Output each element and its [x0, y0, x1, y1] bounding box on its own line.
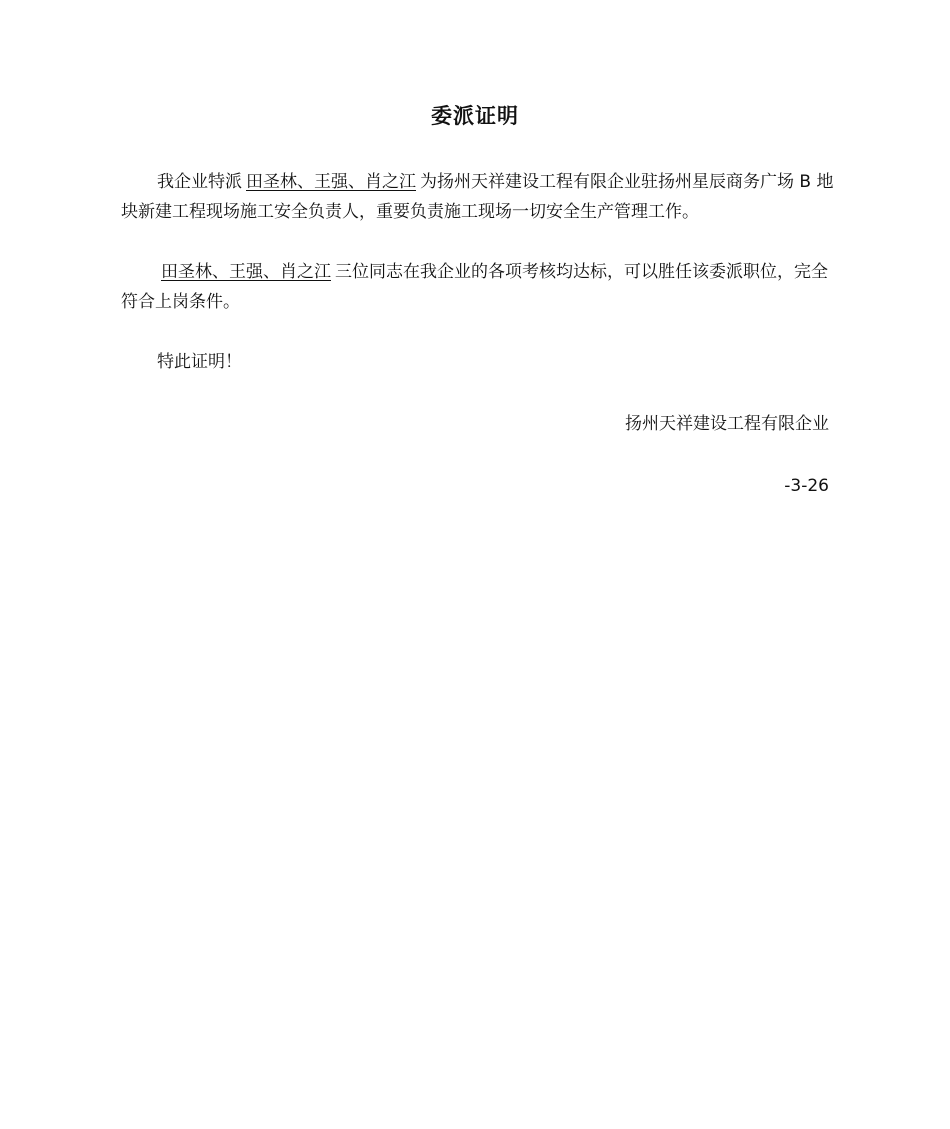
document-title: 委派证明 — [431, 104, 519, 128]
closing-statement: 特此证明！ — [157, 352, 242, 372]
qualification-paragraph — [121, 257, 839, 317]
appointed-names: 田圣林、王强、肖之江 — [246, 172, 416, 192]
paragraph1-prefix: 我企业特派 — [157, 172, 242, 192]
paragraph1-suffix: 为扬州天祥建设工程有限企业驻扬州星辰商务广场 B 地块新建工程现场施工安全负责人，重要负责施工现场一切安全生产管理工作。 — [121, 172, 834, 222]
appointment-paragraph — [121, 167, 839, 227]
signature-date: -3-26 — [784, 476, 829, 496]
signature-company: 扬州天祥建设工程有限企业 — [625, 414, 829, 434]
qualified-names: 田圣林、王强、肖之江 — [161, 262, 331, 282]
paragraph2-suffix: 三位同志在我企业的各项考核均达标，可以胜任该委派职位，完全符合上岗条件。 — [121, 262, 828, 312]
